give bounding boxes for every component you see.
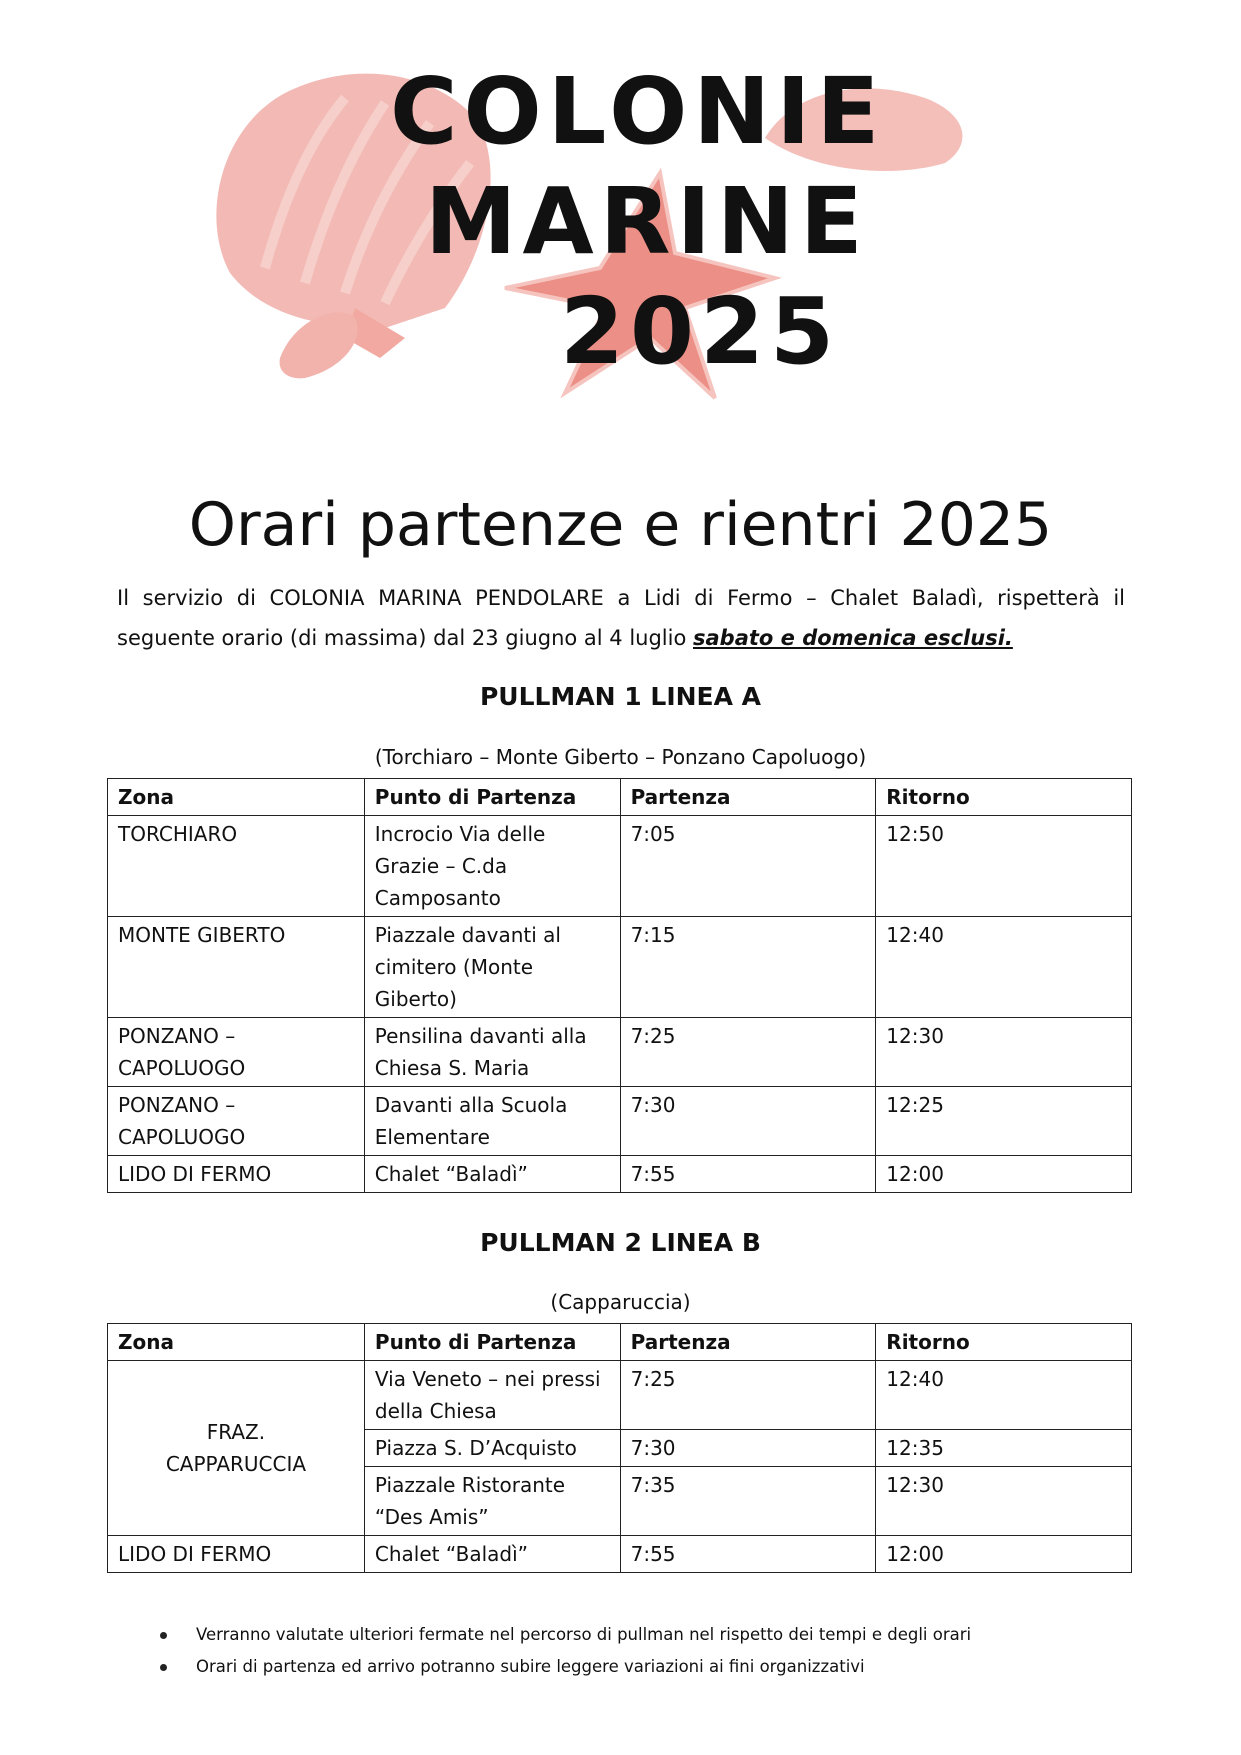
table-row xyxy=(108,917,1132,1018)
logo-line-marine: MARINE xyxy=(425,168,869,275)
small-shell-icon xyxy=(280,312,358,378)
logo-line-year: 2025 xyxy=(560,278,841,385)
cell-ritorno: 12:00 xyxy=(876,1536,1132,1573)
intro-paragraph xyxy=(117,578,1125,658)
note-text: Verranno valutate ulteriori fermate nel percorso di pullman nel rispetto dei tempi e degli orari xyxy=(196,1625,972,1644)
cell-punto: Piazza S. D’Acquisto xyxy=(364,1430,620,1467)
cell-ritorno: 12:35 xyxy=(876,1430,1132,1467)
cell-zona: LIDO DI FERMO xyxy=(108,1156,365,1193)
header-ritorno: Ritorno xyxy=(876,1324,1132,1361)
cell-ritorno: 12:40 xyxy=(876,917,1132,1018)
cell-partenza: 7:05 xyxy=(620,816,876,917)
intro-text: Il servizio di COLONIA MARINA PENDOLARE a Lidi di Fermo – Chalet Baladì, rispetterà il seguente orario (di massima) dal 23 giugno al 4 luglio xyxy=(117,586,1125,650)
header-ritorno: Ritorno xyxy=(876,779,1132,816)
cell-partenza: 7:25 xyxy=(620,1018,876,1087)
notes-list xyxy=(160,1619,971,1683)
cell-ritorno: 12:25 xyxy=(876,1087,1132,1156)
cell-punto: Chalet “Baladì” xyxy=(364,1536,620,1573)
cell-partenza: 7:30 xyxy=(620,1430,876,1467)
line-b-table xyxy=(107,1323,1132,1573)
line-b-title: PULLMAN 2 LINEA B xyxy=(480,1228,761,1257)
bullet-icon xyxy=(160,1664,167,1671)
cell-punto: Chalet “Baladì” xyxy=(364,1156,620,1193)
line-a-table xyxy=(107,778,1132,1193)
cell-punto: Piazzale Ristorante “Des Amis” xyxy=(364,1467,620,1536)
list-item xyxy=(160,1651,971,1683)
list-item xyxy=(160,1619,971,1651)
header-punto: Punto di Partenza xyxy=(364,1324,620,1361)
cell-punto: Incrocio Via delle Grazie – C.da Camposanto xyxy=(364,816,620,917)
cell-partenza: 7:15 xyxy=(620,917,876,1018)
cell-zona: TORCHIARO xyxy=(108,816,365,917)
cell-zona-group: FRAZ. CAPPARUCCIA xyxy=(108,1361,365,1536)
cell-zona: MONTE GIBERTO xyxy=(108,917,365,1018)
line-a-subtitle: (Torchiaro – Monte Giberto – Ponzano Capoluogo) xyxy=(374,745,867,769)
cell-ritorno: 12:30 xyxy=(876,1018,1132,1087)
cell-punto: Piazzale davanti al cimitero (Monte Giberto) xyxy=(364,917,620,1018)
cell-punto: Pensilina davanti alla Chiesa S. Maria xyxy=(364,1018,620,1087)
table-row xyxy=(108,816,1132,917)
logo xyxy=(205,58,1055,468)
cell-zona: LIDO DI FERMO xyxy=(108,1536,365,1573)
header-zona: Zona xyxy=(108,779,365,816)
cell-partenza: 7:55 xyxy=(620,1156,876,1193)
table-row xyxy=(108,1536,1132,1573)
table-header-row xyxy=(108,779,1132,816)
table-row xyxy=(108,1361,1132,1430)
cell-zona: PONZANO – CAPOLUOGO xyxy=(108,1018,365,1087)
header-partenza: Partenza xyxy=(620,1324,876,1361)
cell-partenza: 7:55 xyxy=(620,1536,876,1573)
cell-ritorno: 12:30 xyxy=(876,1467,1132,1536)
cell-ritorno: 12:50 xyxy=(876,816,1132,917)
cell-punto: Davanti alla Scuola Elementare xyxy=(364,1087,620,1156)
cell-partenza: 7:30 xyxy=(620,1087,876,1156)
page-title: Orari partenze e rientri 2025 xyxy=(188,490,1053,560)
cell-zona: PONZANO – CAPOLUOGO xyxy=(108,1087,365,1156)
table-header-row xyxy=(108,1324,1132,1361)
header-zona: Zona xyxy=(108,1324,365,1361)
cell-punto: Via Veneto – nei pressi della Chiesa xyxy=(364,1361,620,1430)
cell-ritorno: 12:00 xyxy=(876,1156,1132,1193)
line-a-title: PULLMAN 1 LINEA A xyxy=(479,682,762,711)
cell-partenza: 7:25 xyxy=(620,1361,876,1430)
cell-partenza: 7:35 xyxy=(620,1467,876,1536)
logo-line-colonie: COLONIE xyxy=(390,58,886,165)
header-partenza: Partenza xyxy=(620,779,876,816)
header-punto: Punto di Partenza xyxy=(364,779,620,816)
note-text: Orari di partenza ed arrivo potranno subire leggere variazioni ai fini organizzativi xyxy=(196,1657,865,1676)
table-row xyxy=(108,1087,1132,1156)
cell-ritorno: 12:40 xyxy=(876,1361,1132,1430)
intro-emphasis: sabato e domenica esclusi. xyxy=(693,626,1013,650)
table-row xyxy=(108,1018,1132,1087)
line-b-subtitle: (Capparuccia) xyxy=(550,1290,691,1314)
table-row xyxy=(108,1156,1132,1193)
bullet-icon xyxy=(160,1632,167,1639)
